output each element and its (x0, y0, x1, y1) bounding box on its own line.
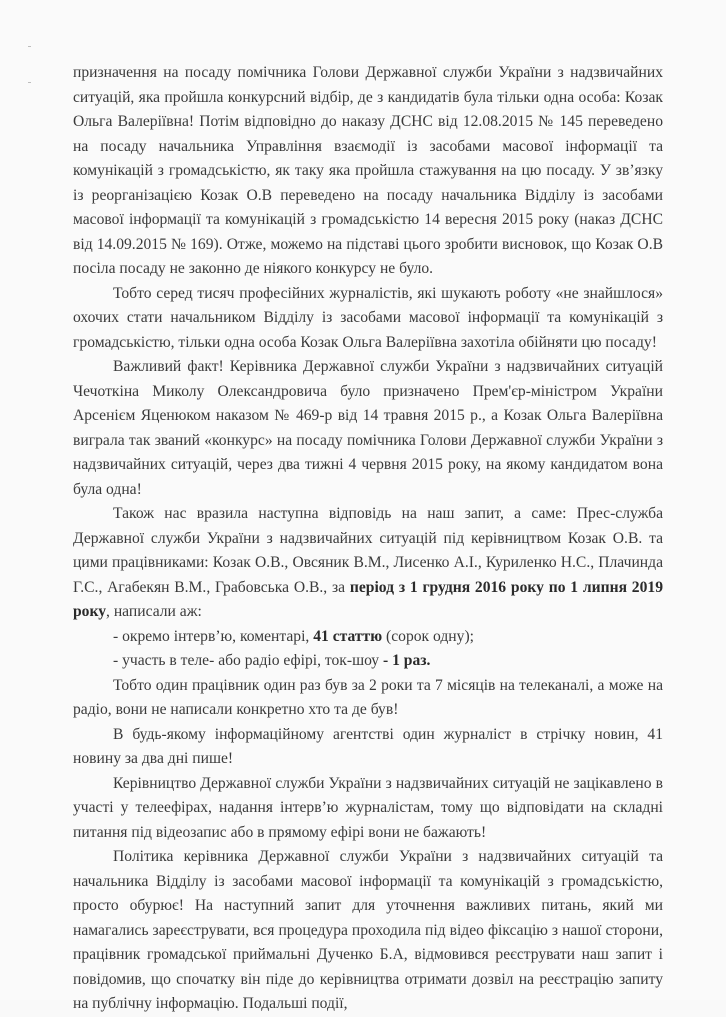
document-body (73, 61, 663, 1017)
paragraph-important-fact: Важливий факт! Керівника Державної служби України з надзвичайних ситуацій Чечоткіна Миколу Олександровича було призначено Прем'єр-міністром України Арсенієм Яценюком наказом № 469-р від 14 травня 2015 р., а Козак Ольга Валеріївна виграла так званий «конкурс» на посаду помічника Голови Державної служби України з надзвичайних ситуацій, через два тижні 4 червня 2015 року, на якому кандидатом вона була одна! (73, 358, 663, 498)
period-bold: період з 1 грудня 2016 року по 1 липня 2019 року (73, 578, 663, 620)
scan-speck (28, 82, 31, 83)
paragraph-press-service (73, 502, 663, 625)
paragraph-journalists: Тобто серед тисяч професійних журналістів, які шукають роботу «не знайшлося» охочих стати начальником Відділу із засобами масової інформації та комунікацій з громадськістю, тільки одна особа Козак Ольга Валеріївна захотіла обійняти цю посаду! (73, 284, 663, 351)
list-item-broadcast (73, 649, 663, 674)
articles-count-bold: 41 статтю (313, 627, 383, 645)
paragraph-policy: Політика керівника Державної служби України з надзвичайних ситуацій та начальника Відділу із засобами масової інформації та комунікацій з громадськістю, просто обурює! На наступний запит для уточнення важливих питань, який ми намагались зареєструвати, вся процедура проходила під відео фіксацію з нашої сторони, працівник громадської приймальні Дученко Б.А, відмовився реєструвати наш запит і повідомив, що спочатку він піде до керівництва отримати дозвіл на реєстрацію запиту на публічну інформацію. Подальші події, (73, 848, 663, 1012)
paragraph-leadership: Керівництво Державної служби України з надзвичайних ситуацій не зацікавлено в участі у телеефірах, надання інтерв’ю журналістам, тому що відповідати на складні питання під відеозапис або в прямому ефірі вони не бажають! (73, 774, 663, 841)
paragraph-text: , написали аж: (106, 603, 202, 620)
paragraph-news-agency: В будь-якому інформаційному агентстві один журналіст в стрічку новин, 41 новину за два дні пише! (73, 725, 663, 767)
scan-speck (28, 46, 31, 47)
list-text: - окремо інтерв’ю, коментарі, (113, 627, 314, 645)
list-item-articles (73, 625, 663, 650)
list-text: (сорок одну); (382, 627, 474, 645)
broadcast-count-bold: - 1 раз. (382, 652, 431, 669)
list-text: - участь в теле- або радіо ефірі, ток-шоу (113, 652, 383, 669)
paragraph-one-employee: Тобто один працівник один раз був за 2 роки та 7 місяців на телеканалі, а може на радіо, вони не написали конкретно хто та де був! (73, 676, 663, 718)
paragraph-text: Також нас вразила наступна відповідь на наш запит, а саме: Прес-служба Державної служби України з надзвичайних ситуацій під керівництвом Козак О.В. та цими працівниками: Козак О.В., Овсяник В.М., Лисенко А.І., Куриленко Н.С., Плачинда Г.С., Агабекян В.М., Грабовська О.В., за (73, 505, 663, 596)
paragraph-appointment: призначення на посаду помічника Голови Державної служби України з надзвичайних ситуацій, яка пройшла конкурсний відбір, де з кандидатів була тільки одна особа: Козак Ольга Валеріївна! Потім відповідно до наказу ДСНС від 12.08.2015 № 145 переведено на посаду начальника Управління взаємодії із засобами масової інформації та комунікацій з громадськістю, як таку яка пройшла стажування на цю посаду. У зв’язку із реорганізацією Козак О.В переведено на посаду начальника Відділу із засобами масової інформації та комунікацій з громадськістю 14 вересня 2015 року (наказ ДСНС від 14.09.2015 № 169). Отже, можемо на підставі цього зробити висновок, що Козак О.В посіла посаду не законно де ніякого конкурсу не було. (73, 64, 663, 277)
